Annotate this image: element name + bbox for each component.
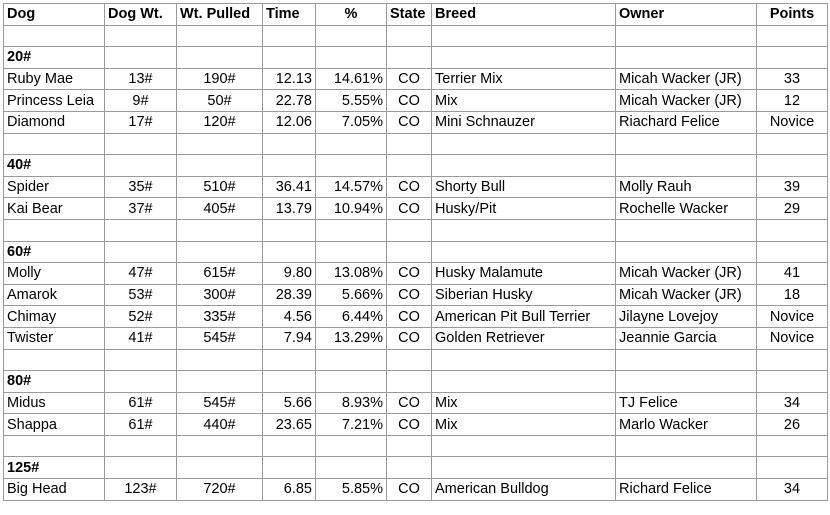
empty-cell: [616, 219, 757, 241]
cell-owner: Jeannie Garcia: [616, 327, 757, 349]
cell-dog-weight: 123#: [105, 479, 177, 501]
cell-state: CO: [387, 90, 432, 112]
cell-percent: 5.55%: [316, 90, 387, 112]
cell-weight-pulled: 300#: [177, 284, 263, 306]
empty-cell: [177, 241, 263, 263]
cell-percent: 7.05%: [316, 111, 387, 133]
empty-cell: [616, 435, 757, 457]
cell-dog-weight: 47#: [105, 263, 177, 285]
spacer-row: [4, 133, 828, 155]
empty-cell: [105, 435, 177, 457]
cell-weight-pulled: 335#: [177, 306, 263, 328]
cell-owner: TJ Felice: [616, 392, 757, 414]
table-row: [4, 68, 828, 90]
weight-class-label: 60#: [4, 241, 105, 263]
table-row: [4, 176, 828, 198]
weight-class-row: [4, 155, 828, 177]
cell-breed: Siberian Husky: [432, 284, 616, 306]
cell-weight-pulled: 440#: [177, 414, 263, 436]
cell-percent: 6.44%: [316, 306, 387, 328]
cell-breed: Golden Retriever: [432, 327, 616, 349]
cell-percent: 5.85%: [316, 479, 387, 501]
empty-cell: [263, 155, 316, 177]
header-percent: %: [316, 4, 387, 26]
empty-cell: [432, 241, 616, 263]
cell-percent: 7.21%: [316, 414, 387, 436]
cell-weight-pulled: 120#: [177, 111, 263, 133]
cell-dog-weight: 61#: [105, 414, 177, 436]
empty-cell: [177, 133, 263, 155]
cell-points: Novice: [757, 111, 828, 133]
empty-cell: [316, 219, 387, 241]
empty-cell: [387, 133, 432, 155]
table-row: [4, 479, 828, 501]
cell-time: 12.13: [263, 68, 316, 90]
cell-state: CO: [387, 414, 432, 436]
empty-cell: [263, 219, 316, 241]
cell-points: 33: [757, 68, 828, 90]
table-row: [4, 111, 828, 133]
cell-points: 18: [757, 284, 828, 306]
empty-cell: [757, 435, 828, 457]
empty-cell: [105, 155, 177, 177]
cell-breed: Husky Malamute: [432, 263, 616, 285]
header-row: [4, 4, 828, 26]
header-owner: Owner: [616, 4, 757, 26]
cell-breed: Terrier Mix: [432, 68, 616, 90]
cell-breed: Mix: [432, 414, 616, 436]
empty-cell: [757, 25, 828, 47]
empty-cell: [263, 349, 316, 371]
empty-cell: [616, 457, 757, 479]
spacer-row: [4, 435, 828, 457]
empty-cell: [316, 349, 387, 371]
cell-points: Novice: [757, 327, 828, 349]
empty-cell: [432, 155, 616, 177]
cell-time: 23.65: [263, 414, 316, 436]
cell-breed: Mix: [432, 90, 616, 112]
empty-cell: [105, 25, 177, 47]
cell-weight-pulled: 545#: [177, 392, 263, 414]
empty-cell: [616, 133, 757, 155]
empty-cell: [387, 25, 432, 47]
empty-cell: [432, 47, 616, 69]
cell-time: 9.80: [263, 263, 316, 285]
cell-points: 12: [757, 90, 828, 112]
cell-dog-weight: 35#: [105, 176, 177, 198]
table-row: [4, 306, 828, 328]
cell-owner: Micah Wacker (JR): [616, 68, 757, 90]
cell-state: CO: [387, 198, 432, 220]
cell-state: CO: [387, 479, 432, 501]
cell-state: CO: [387, 263, 432, 285]
cell-weight-pulled: 510#: [177, 176, 263, 198]
cell-dog: Kai Bear: [4, 198, 105, 220]
empty-cell: [616, 371, 757, 393]
cell-dog: Princess Leia: [4, 90, 105, 112]
cell-state: CO: [387, 392, 432, 414]
cell-dog: Diamond: [4, 111, 105, 133]
empty-cell: [105, 47, 177, 69]
empty-cell: [316, 457, 387, 479]
empty-cell: [757, 47, 828, 69]
empty-cell: [757, 133, 828, 155]
cell-dog-weight: 41#: [105, 327, 177, 349]
cell-dog-weight: 61#: [105, 392, 177, 414]
cell-owner: Richard Felice: [616, 479, 757, 501]
cell-owner: Jilayne Lovejoy: [616, 306, 757, 328]
empty-cell: [177, 25, 263, 47]
cell-time: 4.56: [263, 306, 316, 328]
weight-class-label: 40#: [4, 155, 105, 177]
empty-cell: [316, 435, 387, 457]
empty-cell: [432, 349, 616, 371]
header-breed: Breed: [432, 4, 616, 26]
empty-cell: [177, 371, 263, 393]
header-state: State: [387, 4, 432, 26]
empty-cell: [105, 133, 177, 155]
weight-class-row: [4, 457, 828, 479]
cell-points: 41: [757, 263, 828, 285]
cell-breed: Shorty Bull: [432, 176, 616, 198]
cell-weight-pulled: 720#: [177, 479, 263, 501]
empty-cell: [432, 371, 616, 393]
cell-owner: Riachard Felice: [616, 111, 757, 133]
empty-cell: [387, 241, 432, 263]
empty-cell: [4, 133, 105, 155]
header-points: Points: [757, 4, 828, 26]
empty-cell: [387, 349, 432, 371]
empty-cell: [263, 133, 316, 155]
cell-dog: Shappa: [4, 414, 105, 436]
cell-time: 12.06: [263, 111, 316, 133]
weight-class-row: [4, 241, 828, 263]
empty-cell: [263, 241, 316, 263]
cell-percent: 5.66%: [316, 284, 387, 306]
empty-cell: [432, 25, 616, 47]
cell-owner: Rochelle Wacker: [616, 198, 757, 220]
empty-cell: [757, 219, 828, 241]
cell-percent: 13.29%: [316, 327, 387, 349]
empty-cell: [387, 219, 432, 241]
table-row: [4, 327, 828, 349]
table-row: [4, 414, 828, 436]
cell-weight-pulled: 615#: [177, 263, 263, 285]
cell-time: 22.78: [263, 90, 316, 112]
cell-owner: Marlo Wacker: [616, 414, 757, 436]
cell-points: 26: [757, 414, 828, 436]
empty-cell: [263, 47, 316, 69]
cell-breed: American Bulldog: [432, 479, 616, 501]
cell-percent: 13.08%: [316, 263, 387, 285]
cell-percent: 10.94%: [316, 198, 387, 220]
table-row: [4, 392, 828, 414]
empty-cell: [177, 349, 263, 371]
cell-dog: Amarok: [4, 284, 105, 306]
empty-cell: [105, 219, 177, 241]
header-dog: Dog: [4, 4, 105, 26]
empty-cell: [316, 133, 387, 155]
cell-state: CO: [387, 306, 432, 328]
empty-cell: [177, 47, 263, 69]
cell-state: CO: [387, 176, 432, 198]
cell-state: CO: [387, 68, 432, 90]
weight-class-label: 125#: [4, 457, 105, 479]
cell-owner: Micah Wacker (JR): [616, 263, 757, 285]
cell-state: CO: [387, 111, 432, 133]
cell-time: 28.39: [263, 284, 316, 306]
empty-cell: [263, 435, 316, 457]
empty-cell: [4, 349, 105, 371]
cell-dog: Spider: [4, 176, 105, 198]
empty-cell: [316, 25, 387, 47]
empty-cell: [263, 457, 316, 479]
cell-points: 29: [757, 198, 828, 220]
empty-cell: [4, 25, 105, 47]
empty-cell: [177, 457, 263, 479]
cell-time: 6.85: [263, 479, 316, 501]
empty-cell: [432, 435, 616, 457]
weight-class-row: [4, 47, 828, 69]
empty-cell: [387, 371, 432, 393]
empty-cell: [432, 133, 616, 155]
empty-cell: [757, 241, 828, 263]
cell-owner: Micah Wacker (JR): [616, 90, 757, 112]
empty-cell: [263, 25, 316, 47]
cell-dog: Molly: [4, 263, 105, 285]
cell-weight-pulled: 405#: [177, 198, 263, 220]
table-body: [4, 25, 828, 500]
header-weight-pulled: Wt. Pulled: [177, 4, 263, 26]
empty-cell: [4, 435, 105, 457]
weight-class-row: [4, 371, 828, 393]
cell-points: Novice: [757, 306, 828, 328]
empty-cell: [757, 457, 828, 479]
weight-class-label: 80#: [4, 371, 105, 393]
cell-dog: Twister: [4, 327, 105, 349]
empty-cell: [105, 371, 177, 393]
cell-points: 39: [757, 176, 828, 198]
cell-dog-weight: 53#: [105, 284, 177, 306]
empty-cell: [432, 219, 616, 241]
cell-dog-weight: 17#: [105, 111, 177, 133]
empty-cell: [4, 219, 105, 241]
spacer-row: [4, 219, 828, 241]
cell-dog: Midus: [4, 392, 105, 414]
table-row: [4, 263, 828, 285]
cell-percent: 14.61%: [316, 68, 387, 90]
table-row: [4, 90, 828, 112]
empty-cell: [757, 155, 828, 177]
header-time: Time: [263, 4, 316, 26]
cell-dog-weight: 37#: [105, 198, 177, 220]
empty-cell: [316, 241, 387, 263]
empty-cell: [316, 371, 387, 393]
empty-cell: [432, 457, 616, 479]
cell-breed: Mini Schnauzer: [432, 111, 616, 133]
cell-percent: 14.57%: [316, 176, 387, 198]
cell-dog-weight: 52#: [105, 306, 177, 328]
empty-cell: [316, 47, 387, 69]
empty-cell: [105, 241, 177, 263]
empty-cell: [616, 47, 757, 69]
empty-cell: [177, 155, 263, 177]
empty-cell: [757, 349, 828, 371]
cell-weight-pulled: 50#: [177, 90, 263, 112]
empty-cell: [177, 435, 263, 457]
empty-cell: [177, 219, 263, 241]
cell-breed: American Pit Bull Terrier: [432, 306, 616, 328]
cell-state: CO: [387, 284, 432, 306]
cell-dog-weight: 13#: [105, 68, 177, 90]
cell-time: 36.41: [263, 176, 316, 198]
cell-dog: Chimay: [4, 306, 105, 328]
cell-time: 7.94: [263, 327, 316, 349]
spacer-row: [4, 349, 828, 371]
table-row: [4, 198, 828, 220]
cell-owner: Micah Wacker (JR): [616, 284, 757, 306]
empty-cell: [105, 349, 177, 371]
cell-weight-pulled: 545#: [177, 327, 263, 349]
cell-time: 13.79: [263, 198, 316, 220]
empty-cell: [387, 155, 432, 177]
cell-breed: Husky/Pit: [432, 198, 616, 220]
cell-points: 34: [757, 392, 828, 414]
empty-cell: [387, 457, 432, 479]
results-table: [3, 3, 828, 501]
weight-class-label: 20#: [4, 47, 105, 69]
empty-cell: [616, 25, 757, 47]
cell-owner: Molly Rauh: [616, 176, 757, 198]
cell-state: CO: [387, 327, 432, 349]
header-dog-weight: Dog Wt.: [105, 4, 177, 26]
empty-cell: [263, 371, 316, 393]
table-row: [4, 284, 828, 306]
empty-cell: [616, 349, 757, 371]
empty-cell: [387, 435, 432, 457]
cell-points: 34: [757, 479, 828, 501]
empty-cell: [105, 457, 177, 479]
cell-dog: Ruby Mae: [4, 68, 105, 90]
cell-time: 5.66: [263, 392, 316, 414]
empty-cell: [316, 155, 387, 177]
cell-weight-pulled: 190#: [177, 68, 263, 90]
cell-dog: Big Head: [4, 479, 105, 501]
empty-cell: [757, 371, 828, 393]
cell-dog-weight: 9#: [105, 90, 177, 112]
cell-percent: 8.93%: [316, 392, 387, 414]
spacer-row: [4, 25, 828, 47]
empty-cell: [616, 241, 757, 263]
empty-cell: [616, 155, 757, 177]
cell-breed: Mix: [432, 392, 616, 414]
empty-cell: [387, 47, 432, 69]
